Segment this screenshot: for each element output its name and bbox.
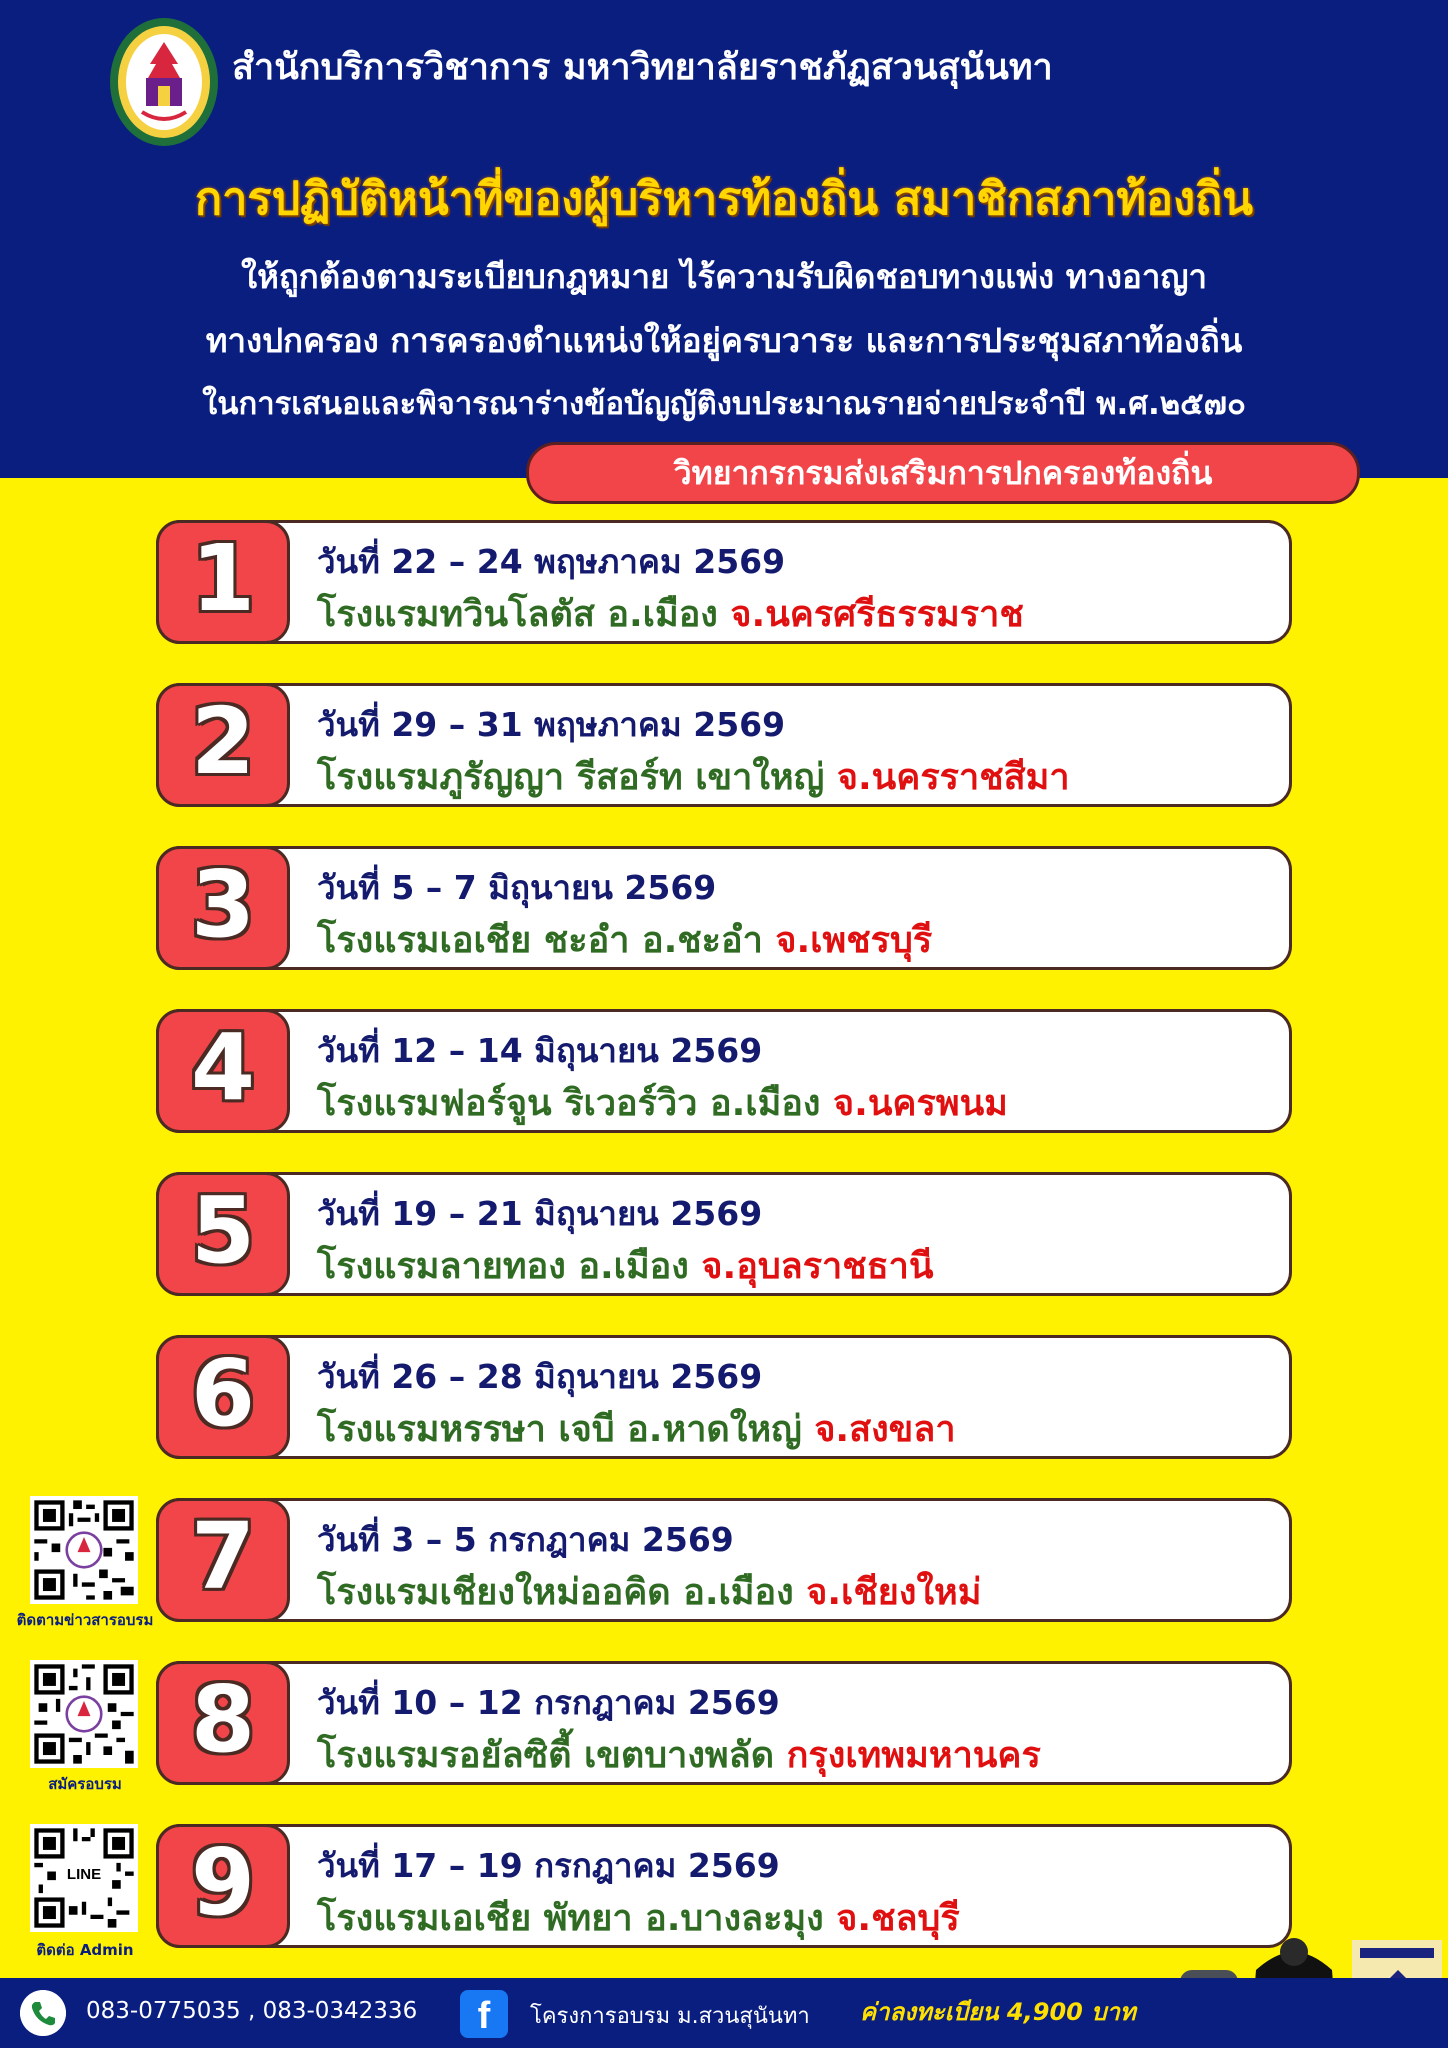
session-number-badge: 5 <box>156 1172 290 1296</box>
venue-name: โรงแรมฟอร์จูน ริเวอร์วิว อ.เมือง <box>317 1083 834 1124</box>
session-number-badge: 1 <box>156 520 290 644</box>
facebook-icon[interactable]: f <box>460 1990 508 2038</box>
qr-label: ติดตามข่าวสารอบรม <box>16 1611 154 1629</box>
phone-icon <box>20 1990 66 2036</box>
session-card <box>156 1661 1292 1785</box>
registration-fee: ค่าลงทะเบียน 4,900 บาท <box>860 1998 1136 2026</box>
session-date: วันที่ 17 – 19 กรกฎาคม 2569 <box>317 1846 780 1885</box>
subtitle-line-1: ให้ถูกต้องตามระเบียบกฎหมาย ไร้ความรับผิดชอบทางแพ่ง ทางอาญา <box>240 257 1208 296</box>
facebook-page-name[interactable]: โครงการอบรม ม.สวนสุนันทา <box>530 2004 810 2029</box>
session-date: วันที่ 10 – 12 กรกฎาคม 2569 <box>317 1683 780 1722</box>
page-title: การปฏิบัติหน้าที่ของผู้บริหารท้องถิ่น สมาชิกสภาท้องถิ่น <box>194 172 1254 225</box>
venue-province: กรุงเทพมหานคร <box>786 1735 1041 1776</box>
qr-register[interactable] <box>0 1660 170 1800</box>
subtitle-line-3: ในการเสนอและพิจารณาร่างข้อบัญญัติงบประมาณรายจ่ายประจำปี พ.ศ.๒๕๗๐ <box>202 386 1246 422</box>
session-card <box>156 1172 1292 1296</box>
venue-province: จ.อุบลราชธานี <box>701 1246 934 1287</box>
venue-name: โรงแรมทวินโลตัส อ.เมือง <box>317 594 731 635</box>
session-date: วันที่ 19 – 21 มิถุนายน 2569 <box>317 1194 763 1233</box>
session-number-badge: 6 <box>156 1335 290 1459</box>
qr-admin[interactable] <box>0 1824 170 1964</box>
session-card <box>156 1009 1292 1133</box>
qr-label: ติดต่อ Admin <box>36 1941 134 1959</box>
university-logo <box>108 16 220 148</box>
session-number-badge: 8 <box>156 1661 290 1785</box>
session-venue <box>317 1889 960 1946</box>
venue-name: โรงแรมหรรษา เจบี อ.หาดใหญ่ <box>317 1409 815 1450</box>
session-number-badge: 7 <box>156 1498 290 1622</box>
qr-code-icon <box>30 1496 138 1604</box>
session-card <box>156 520 1292 644</box>
contact-phones[interactable]: 083-0775035 , 083-0342336 <box>86 1998 418 2024</box>
agency-banner: วิทยากรกรมส่งเสริมการปกครองท้องถิ่น <box>526 442 1360 504</box>
session-card <box>156 1498 1292 1622</box>
venue-name: โรงแรมเอเชีย พัทยา อ.บางละมุง <box>317 1898 837 1939</box>
venue-province: จ.ชลบุรี <box>836 1898 960 1939</box>
venue-name: โรงแรมรอยัลซิตี้ เขตบางพลัด <box>317 1735 787 1776</box>
session-number-badge: 2 <box>156 683 290 807</box>
session-card <box>156 846 1292 970</box>
session-venue <box>317 1563 982 1620</box>
venue-province: จ.เพชรบุรี <box>775 920 933 961</box>
session-date: วันที่ 26 – 28 มิถุนายน 2569 <box>317 1357 763 1396</box>
session-venue <box>317 585 1024 642</box>
session-venue <box>317 1726 1041 1783</box>
footer-bar <box>0 1978 1448 2048</box>
venue-name: โรงแรมเอเชีย ชะอำ อ.ชะอำ <box>317 920 776 961</box>
session-venue <box>317 748 1070 805</box>
venue-province: จ.นครศรีธรรมราช <box>730 594 1024 635</box>
qr-news[interactable] <box>0 1496 170 1636</box>
session-date: วันที่ 3 – 5 กรกฎาคม 2569 <box>317 1520 734 1559</box>
session-number-badge: 4 <box>156 1009 290 1133</box>
session-venue <box>317 1237 934 1294</box>
venue-name: โรงแรมภูรัญญา รีสอร์ท เขาใหญ่ <box>317 757 837 798</box>
session-date: วันที่ 5 – 7 มิถุนายน 2569 <box>317 868 717 907</box>
subtitle-line-2: ทางปกครอง การครองตำแหน่งให้อยู่ครบวาระ และการประชุมสภาท้องถิ่น <box>205 321 1243 360</box>
session-card <box>156 1335 1292 1459</box>
venue-province: จ.นครราชสีมา <box>836 757 1070 798</box>
qr-label: สมัครอบรม <box>48 1775 122 1793</box>
session-number-badge: 9 <box>156 1824 290 1948</box>
session-card <box>156 683 1292 807</box>
session-venue <box>317 1074 1008 1131</box>
session-date: วันที่ 12 – 14 มิถุนายน 2569 <box>317 1031 763 1070</box>
venue-name: โรงแรมลายทอง อ.เมือง <box>317 1246 702 1287</box>
session-venue <box>317 1400 956 1457</box>
session-number-badge: 3 <box>156 846 290 970</box>
venue-name: โรงแรมเชียงใหม่ออคิด อ.เมือง <box>317 1572 807 1613</box>
header-banner <box>0 0 1448 478</box>
venue-province: จ.นครพนม <box>833 1083 1008 1124</box>
session-date: วันที่ 29 – 31 พฤษภาคม 2569 <box>317 705 786 744</box>
venue-province: จ.เชียงใหม่ <box>806 1572 982 1613</box>
venue-province: จ.สงขลา <box>814 1409 956 1450</box>
organization-name: สำนักบริการวิชาการ มหาวิทยาลัยราชภัฏสวนสุนันทา <box>232 47 1053 88</box>
line-label: LINE <box>66 1866 102 1883</box>
session-date: วันที่ 22 – 24 พฤษภาคม 2569 <box>317 542 786 581</box>
session-venue <box>317 911 932 968</box>
qr-code-icon <box>30 1660 138 1768</box>
